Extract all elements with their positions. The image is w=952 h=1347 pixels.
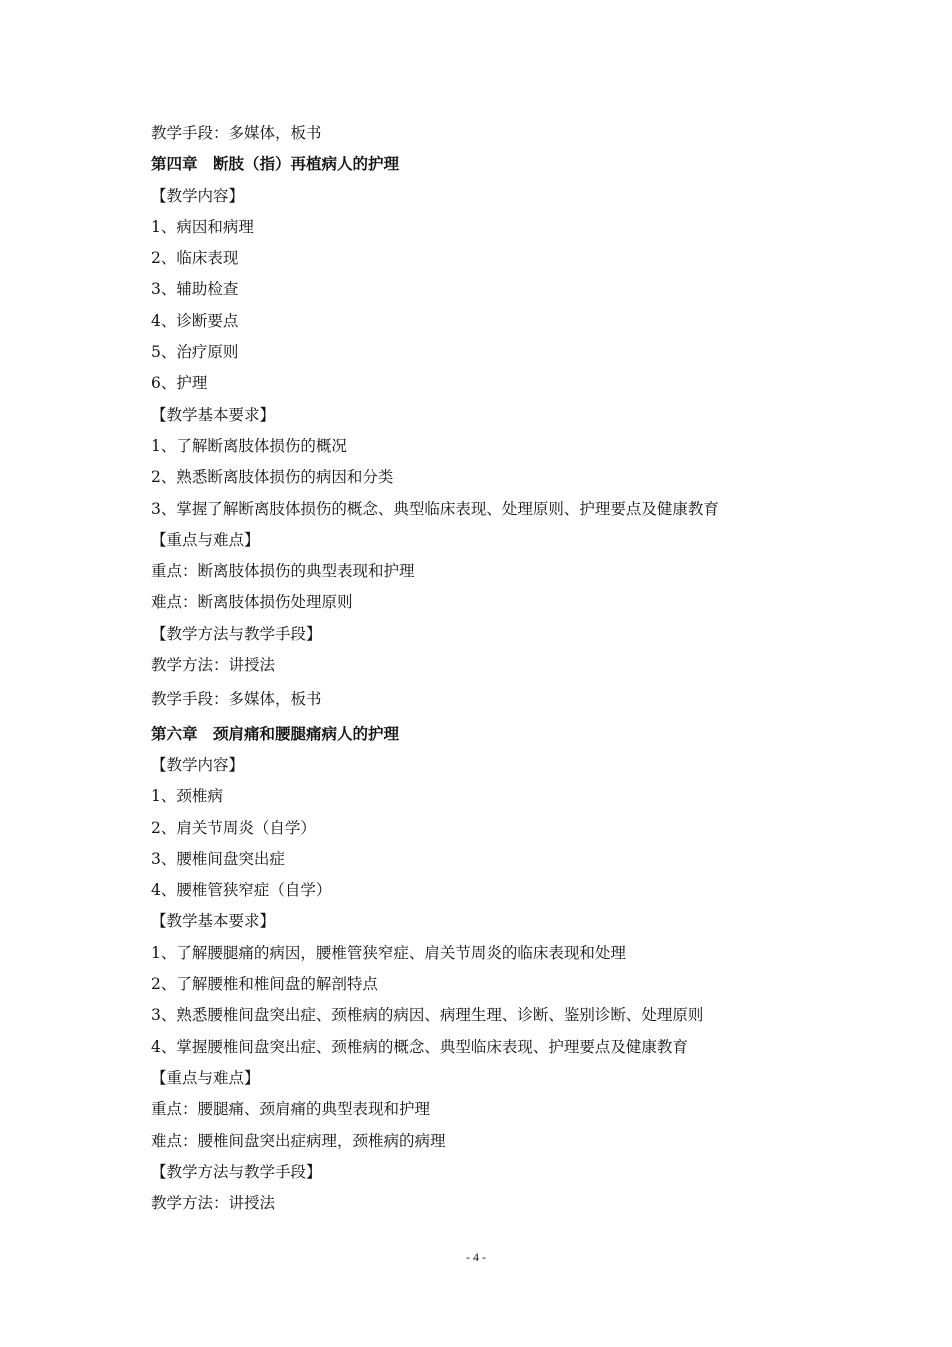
list-item: 1、病因和病理: [151, 217, 254, 236]
section-label: 【教学方法与教学手段】: [151, 1162, 322, 1181]
list-item: 4、腰椎管狭窄症（自学）: [151, 881, 332, 900]
section-label: 【教学基本要求】: [151, 405, 276, 424]
list-item: 3、熟悉腰椎间盘突出症、颈椎病的病因、病理生理、诊断、鉴别诊断、处理原则: [151, 1006, 704, 1025]
chapter-heading: 第四章 断肢（指）再植病人的护理: [151, 155, 400, 174]
text-line: 教学手段：多媒体，板书: [151, 690, 322, 709]
list-item: 3、掌握了解断离肢体损伤的概念、典型临床表现、处理原则、护理要点及健康教育: [151, 499, 719, 518]
list-item: 5、治疗原则: [151, 343, 239, 362]
list-item: 3、辅助检查: [151, 280, 239, 299]
text-line: 教学手段：多媒体，板书: [151, 124, 322, 142]
section-label: 【重点与难点】: [151, 1068, 260, 1087]
list-item: 6、护理: [151, 374, 208, 393]
section-label: 【教学基本要求】: [151, 912, 276, 931]
section-label: 【教学内容】: [151, 755, 245, 774]
text-line: 难点：断离肢体损伤处理原则: [151, 593, 353, 612]
page-number: - 4 -: [466, 1250, 486, 1264]
text-line: 教学方法：讲授法: [151, 1194, 276, 1213]
text-line: 重点：断离肢体损伤的典型表现和护理: [151, 562, 415, 581]
list-item: 1、颈椎病: [151, 787, 223, 806]
text-line: 教学方法：讲授法: [151, 656, 276, 675]
section-label: 【教学方法与教学手段】: [151, 624, 322, 643]
text-line: 重点：腰腿痛、颈肩痛的典型表现和护理: [151, 1100, 431, 1119]
list-item: 2、熟悉断离肢体损伤的病因和分类: [151, 468, 394, 487]
list-item: 1、了解腰腿痛的病因，腰椎管狭窄症、肩关节周炎的临床表现和处理: [151, 943, 626, 962]
chapter-heading: 第六章 颈肩痛和腰腿痛病人的护理: [151, 724, 400, 743]
list-item: 3、腰椎间盘突出症: [151, 849, 285, 868]
section-label: 【教学内容】: [151, 186, 245, 205]
document-body: [151, 118, 851, 1219]
list-item: 4、诊断要点: [151, 311, 239, 330]
list-item: 2、临床表现: [151, 249, 239, 268]
section-label: 【重点与难点】: [151, 530, 260, 549]
list-item: 2、了解腰椎和椎间盘的解剖特点: [151, 975, 378, 994]
list-item: 4、掌握腰椎间盘突出症、颈椎病的概念、典型临床表现、护理要点及健康教育: [151, 1037, 688, 1056]
text-line: 难点：腰椎间盘突出症病理，颈椎病的病理: [151, 1131, 446, 1150]
list-item: 2、肩关节周炎（自学）: [151, 818, 316, 837]
list-item: 1、了解断离肢体损伤的概况: [151, 436, 347, 455]
